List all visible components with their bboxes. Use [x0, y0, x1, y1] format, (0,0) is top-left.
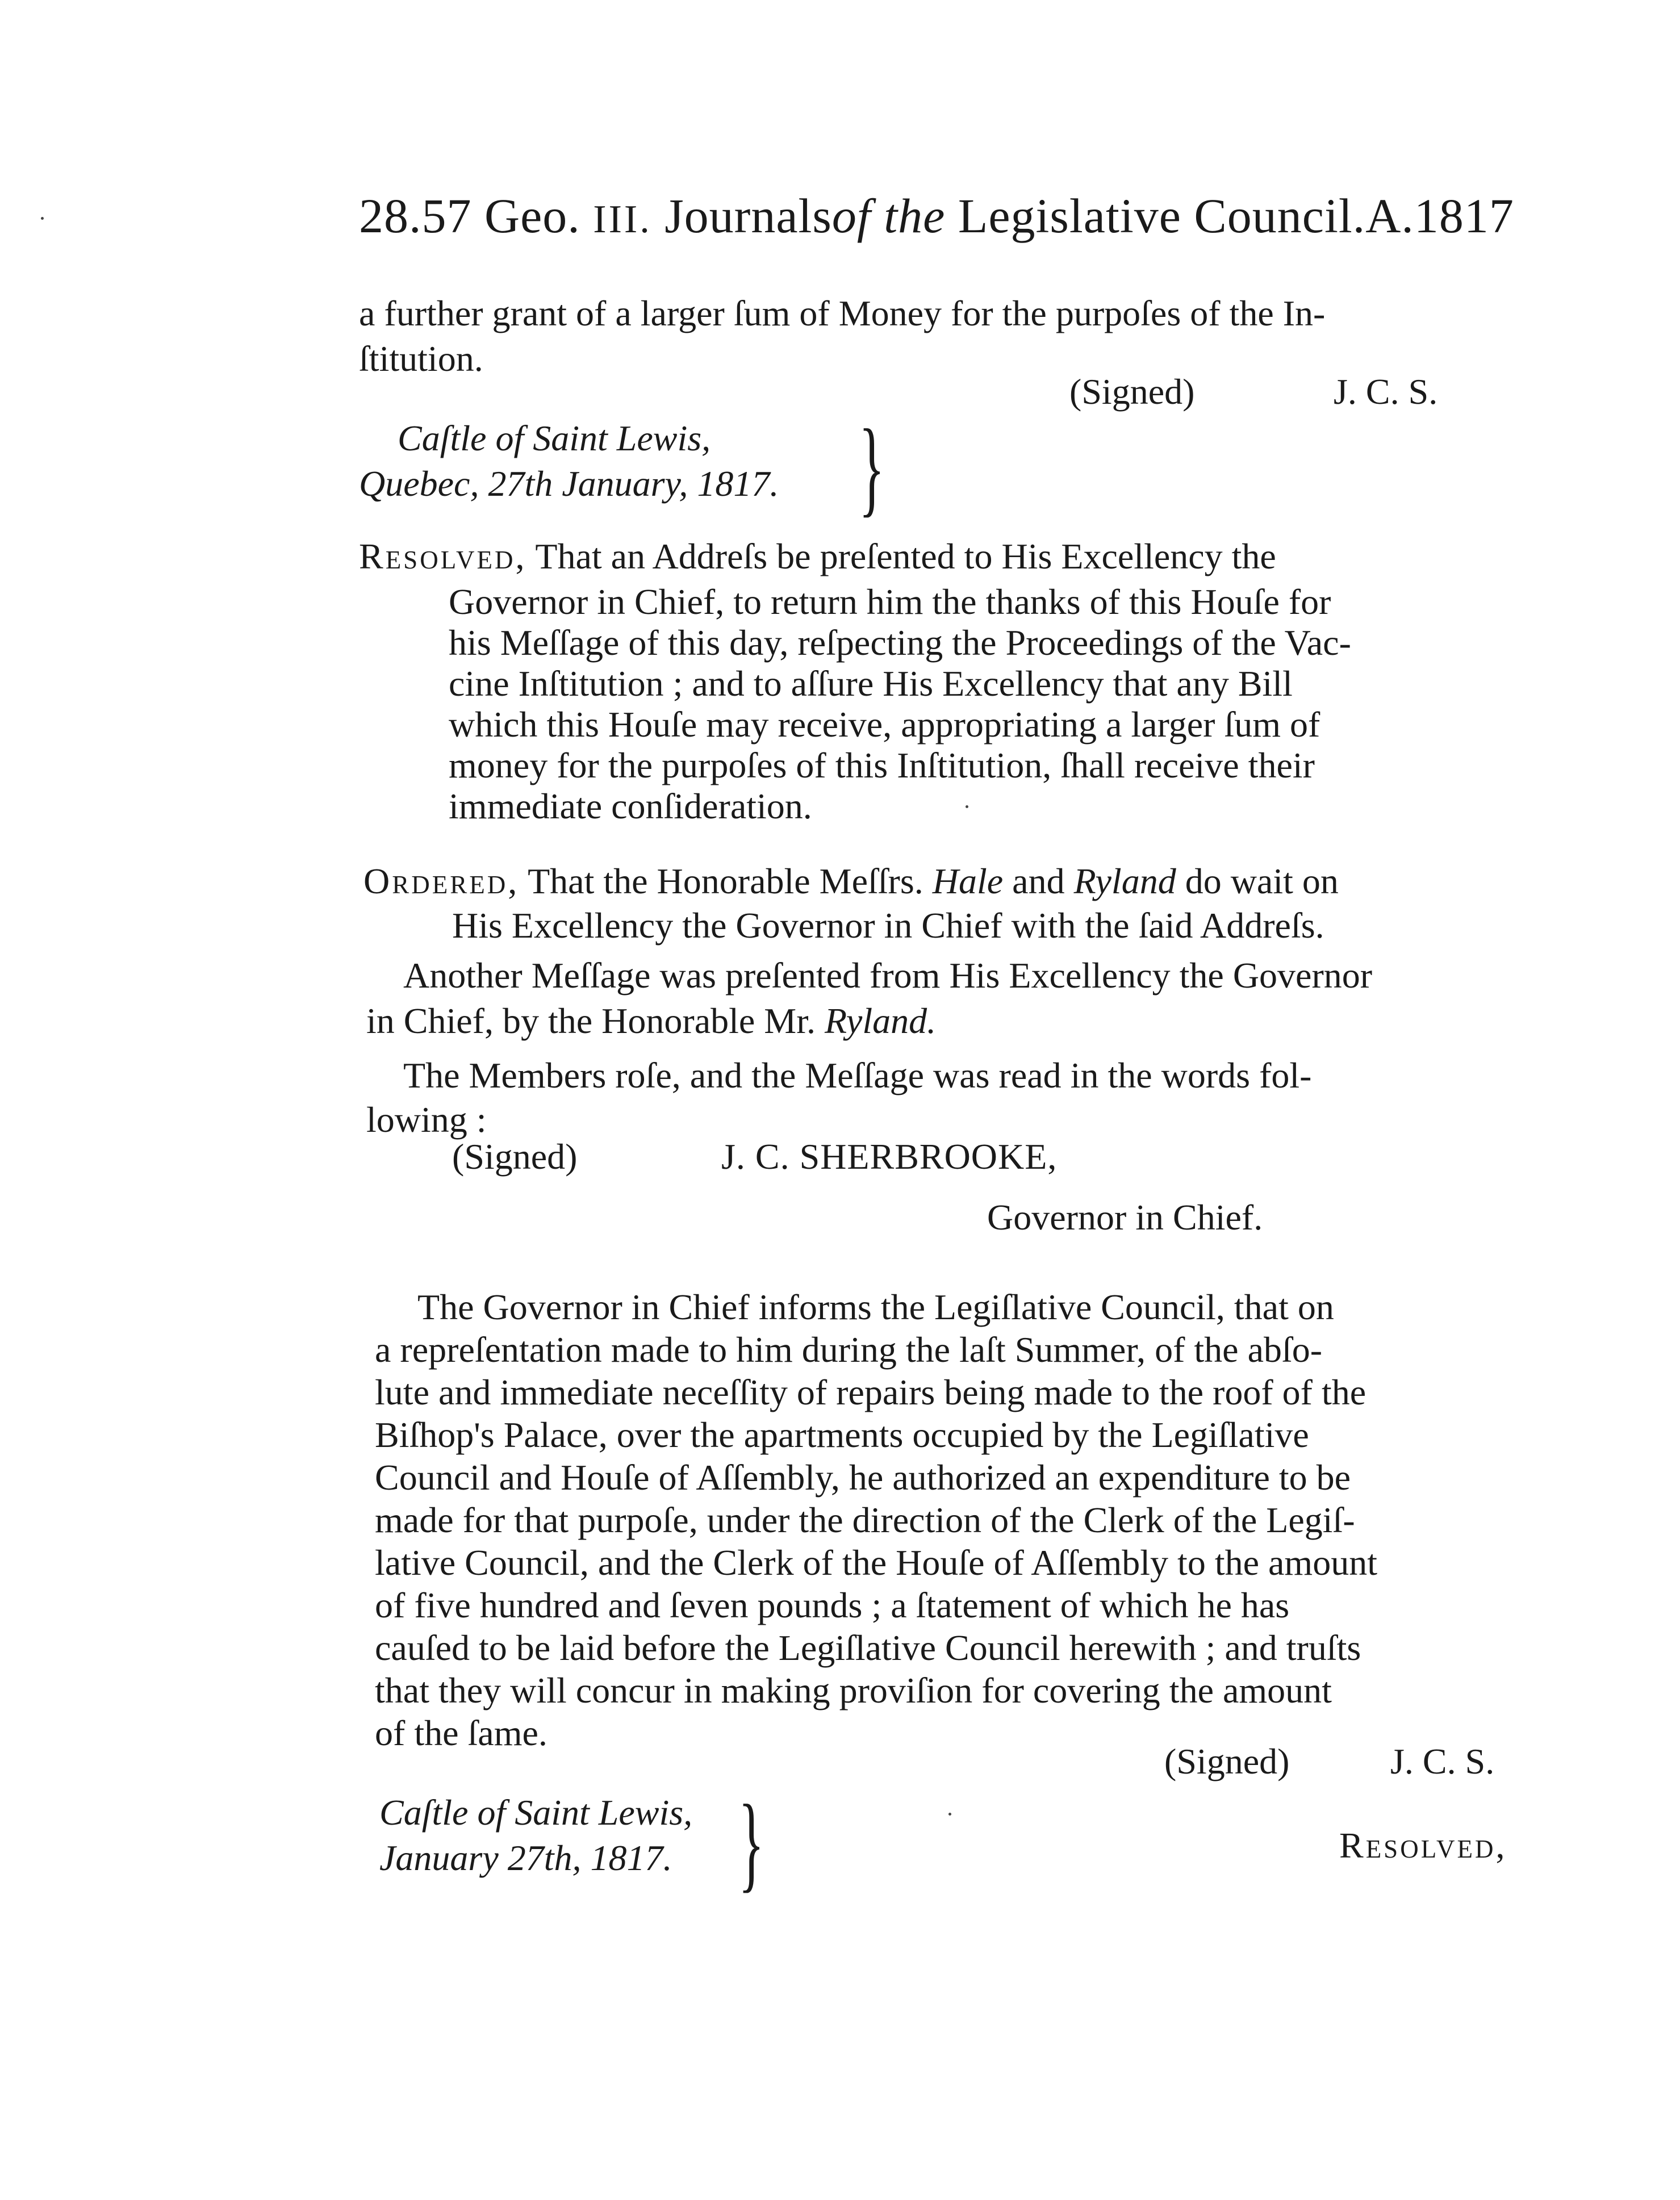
- resolution-text: That an Addreſs be preſented to His Excellency the: [535, 536, 1276, 576]
- member-name-ryland: Ryland: [1073, 861, 1176, 901]
- brace-mark: }: [859, 408, 885, 527]
- message-line: lative Council, and the Clerk of the Houſe of Aſſembly to the amount: [375, 1542, 1377, 1583]
- order-text: and: [1012, 861, 1065, 901]
- signed-label: (Signed): [1164, 1741, 1290, 1781]
- paragraph-line: [366, 1003, 936, 1039]
- resolution-line: cine Inſtitution ; and to aſſure His Excellency that any Bill: [449, 663, 1293, 704]
- signed-label: (Signed): [1069, 371, 1195, 412]
- catchword: Resolved,: [1339, 1825, 1507, 1866]
- regnal-numeral: III.: [593, 198, 652, 241]
- member-name-ryland: Ryland.: [824, 1001, 937, 1041]
- signed-label: (Signed): [452, 1136, 578, 1177]
- paragraph-text: in Chief, by the Honorable Mr.: [366, 1001, 816, 1041]
- paragraph-line: a further grant of a larger ſum of Money for the purpoſes of the In-: [359, 293, 1326, 333]
- member-name-hale: Hale: [932, 861, 1004, 901]
- running-header: [359, 187, 1514, 244]
- message-line: Council and Houſe of Aſſembly, he authorized an expenditure to be: [375, 1457, 1351, 1498]
- message-line: of five hundred and ſeven pounds ; a ſtatement of which he has: [375, 1585, 1290, 1625]
- order-line: His Excellency the Governor in Chief with the ſaid Addreſs.: [452, 905, 1324, 946]
- of-the-words: of the: [831, 189, 946, 243]
- council-name: Legislative Council.: [958, 189, 1366, 243]
- resolution-line: which this Houſe may receive, appropriating a larger ſum of: [449, 704, 1320, 745]
- paragraph-line: ſtitution.: [359, 338, 483, 379]
- resolved-lead: Resolved,: [359, 536, 527, 576]
- brace-mark: }: [738, 1783, 764, 1902]
- resolution-line: [359, 538, 1276, 575]
- dateline-date: Quebec, 27th January, 1817.: [359, 463, 779, 504]
- order-text: do wait on: [1185, 861, 1339, 901]
- paragraph-line: lowing :: [366, 1099, 487, 1140]
- scan-speck: [41, 217, 44, 220]
- dateline-place: Caſtle of Saint Lewis,: [379, 1792, 693, 1833]
- paragraph-line: The Members roſe, and the Meſſage was read in the words fol-: [403, 1055, 1312, 1095]
- resolution-line: immediate conſideration.: [449, 786, 812, 826]
- resolution-line: Governor in Chief, to return him the thanks of this Houſe for: [449, 582, 1331, 622]
- message-line: The Governor in Chief informs the Legiſlative Council, that on: [417, 1287, 1334, 1327]
- order-text: That the Honorable Meſſrs.: [528, 861, 923, 901]
- resolution-line: money for the purpoſes of this Inſtitution, ſhall receive their: [449, 745, 1315, 785]
- regnal-year: 57 Geo.: [421, 189, 594, 243]
- dateline-date: January 27th, 1817.: [379, 1838, 672, 1878]
- message-line: that they will concur in making proviſion for covering the amount: [375, 1670, 1332, 1710]
- page-number: 28.: [359, 189, 422, 243]
- signature-initials: J. C. S.: [1334, 371, 1438, 412]
- resolution-line: his Meſſage of this day, reſpecting the Proceedings of the Vac-: [449, 622, 1351, 663]
- governor-signature: J. C. SHERBROOKE,: [721, 1136, 1058, 1177]
- governor-title: Governor in Chief.: [987, 1197, 1263, 1237]
- message-line: a repreſentation made to him during the laſt Summer, of the abſo-: [375, 1329, 1323, 1370]
- message-line: made for that purpoſe, under the direction of the Clerk of the Legiſ-: [375, 1500, 1355, 1540]
- message-line: Biſhop's Palace, over the apartments occupied by the Legiſlative: [375, 1415, 1309, 1455]
- message-line: of the ſame.: [375, 1713, 548, 1753]
- message-line: cauſed to be laid before the Legiſlative Council herewith ; and truſts: [375, 1628, 1361, 1668]
- scan-speck: [948, 1813, 951, 1816]
- journals-word: Journals: [665, 189, 832, 243]
- scan-speck: [966, 805, 968, 808]
- message-line: lute and immediate neceſſity of repairs being made to the roof of the: [375, 1372, 1366, 1412]
- journal-year: A.1817: [1365, 189, 1514, 243]
- signature-initials: J. C. S.: [1390, 1741, 1495, 1781]
- paragraph-line: Another Meſſage was preſented from His Excellency the Governor: [403, 955, 1373, 996]
- order-line: [363, 863, 1339, 900]
- ordered-lead: Ordered,: [363, 861, 520, 901]
- dateline-place: Caſtle of Saint Lewis,: [398, 418, 711, 458]
